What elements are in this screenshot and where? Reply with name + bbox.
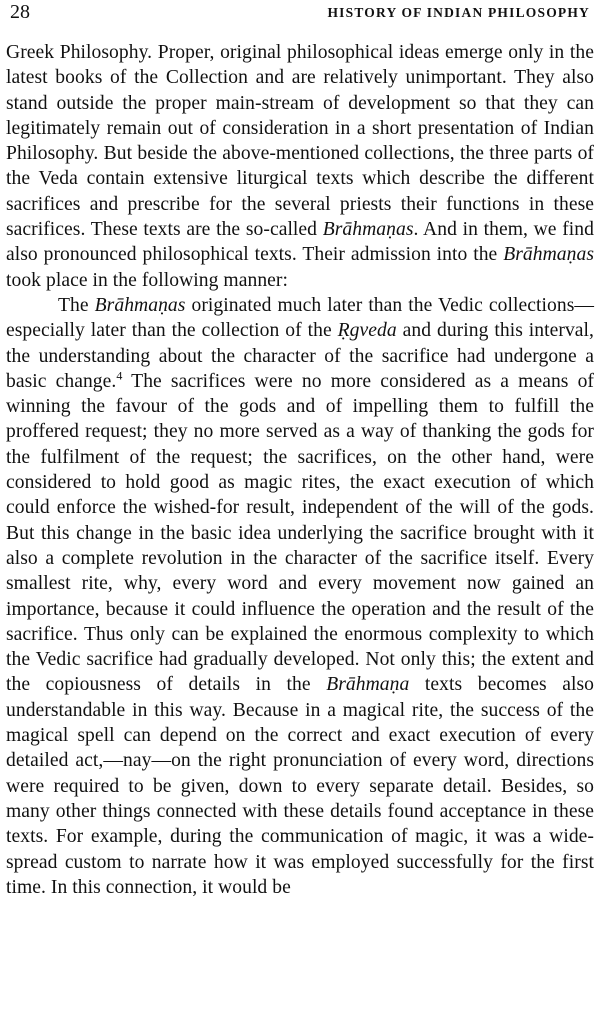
text-run: . And in them, we find also pronounced philosophical texts. Their admission into the xyxy=(6,219,594,266)
italic-term: Brāhmaṇa xyxy=(326,674,410,696)
text-run: The sacrifices were no more considered as a means of winning the favour of the gods and of impelling them to fulfill the proffered request; they no more served as a way of thanking the gods for the fulfilment of the request; the sacrifices, on the other hand, were considered to hold good as magic rites, the exact execution of which could enforce the wished-for result, independent of the will of the gods. But this change in the basic idea underlying the sacrifice brought with it also a complete revolution in the character of the sacrifice itself. Every smallest rite, why, every word and every movement now gained an importance, because it could influence the operation and the result of the sacrifice. Thus only can be explained the enormous complexity to which the Vedic sacrifice had gradually developed. Not only this; the extent and the copiousness of details in the xyxy=(6,370,595,696)
running-title: HISTORY OF INDIAN PHILOSOPHY xyxy=(327,5,590,20)
text-run: The xyxy=(58,294,95,316)
body-text xyxy=(6,40,594,900)
text-run: originated much later than the Vedic collections—especially later than the collection of the xyxy=(6,294,595,342)
text-run: texts becomes also understandable in this way. Because in a magical rite, the success of the magical spell can depend on the correct and exact execution of every detailed act,—nay—on the right pronunciation of every word, directions were required to be given, down to every separate detail. Besides, so many other things connected with these details found acceptance in these texts. For example, during the communication of magic, it was a wide-spread custom to narrate how it was employed successfully for the first time. In this connection, it would be xyxy=(6,674,594,898)
text-run: took place in the following manner: xyxy=(6,269,288,291)
page-number: 28 xyxy=(10,1,30,23)
running-head xyxy=(6,0,594,30)
text-run: and during this interval, the understanding about the character of the sacrifice had undergone a basic change. xyxy=(6,320,594,392)
paragraph xyxy=(6,40,594,293)
italic-term: Brāhmaṇas xyxy=(94,294,186,316)
footnote-reference: 4 xyxy=(116,368,123,383)
paragraph xyxy=(6,293,594,900)
italic-term: Brāhmaṇas xyxy=(322,219,414,241)
text-run: Greek Philosophy. Proper, original philosophical ideas emerge only in the latest books of the Collection and are relatively unimportant. They also stand outside the proper main-stream of development so that they can legitimately remain out of consideration in a short presentation of Indian Philosophy. But beside the above-mentioned collections, the three parts of the Veda contain extensive liturgical texts which describe the different sacrifices and prescribe for the several priests their functions in these sacrifices. These texts are the so-called xyxy=(6,42,594,241)
italic-term: Brāhmaṇas xyxy=(503,244,594,266)
italic-term: Ṛgveda xyxy=(337,320,397,342)
